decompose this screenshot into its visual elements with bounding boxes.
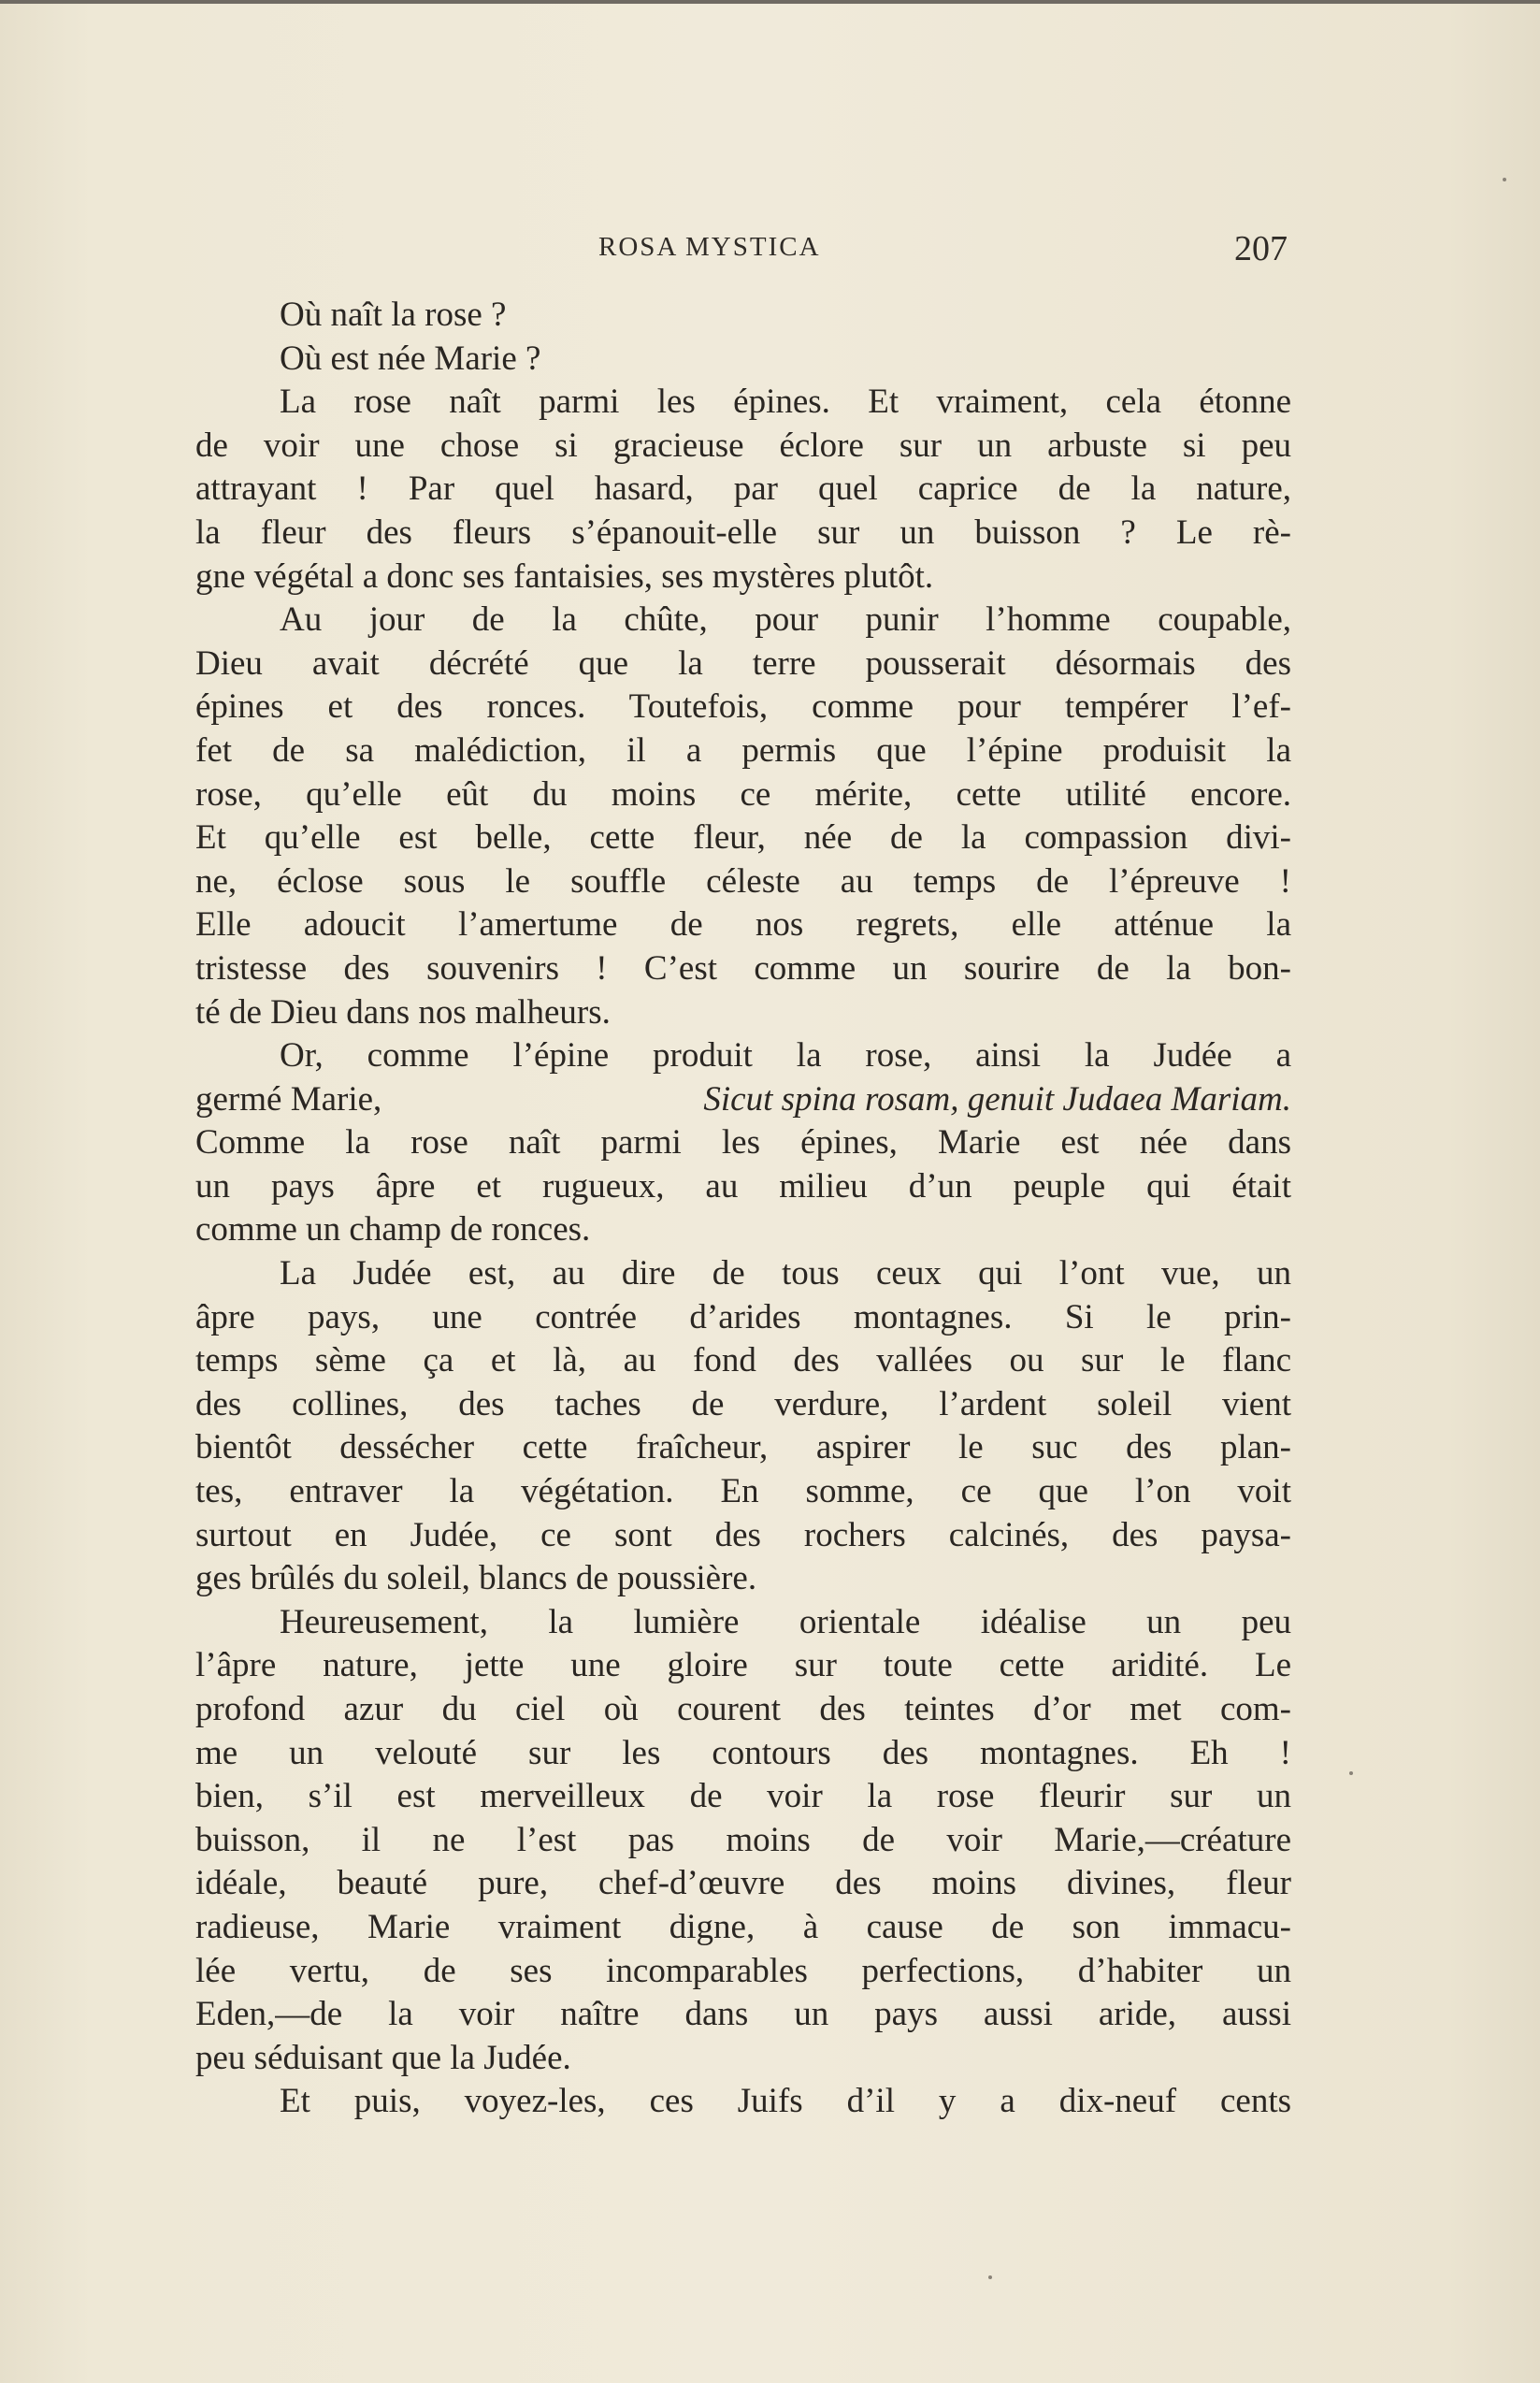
text-line: tristesse des souvenirs ! C’est comme un sourire de la bon- [195, 948, 1291, 988]
text-line: La Judée est, au dire de tous ceux qui l’ont vue, un [280, 1254, 1291, 1293]
text-line: ne, éclose sous le souffle céleste au temps de l’épreuve ! [195, 861, 1291, 901]
text-line: tes, entraver la végétation. En somme, ce que l’on voit [195, 1472, 1291, 1511]
page-number: 207 [1234, 229, 1288, 268]
text-line: me un velouté sur les contours des montagnes. Eh ! [195, 1733, 1291, 1772]
text-fragment: germé Marie, [195, 1079, 382, 1119]
text-line: lée vertu, de ses incomparables perfections, d’habiter un [195, 1951, 1291, 1990]
text-line: Heureusement, la lumière orientale idéalise un peu [280, 1602, 1291, 1641]
text-line: fet de sa malédiction, il a permis que l’épine produisit la [195, 730, 1291, 770]
top-edge-rule [0, 0, 1540, 4]
text-line: profond azur du ciel où courent des teintes d’or met com- [195, 1690, 1291, 1728]
text-line: radieuse, Marie vraiment digne, à cause de son immacu- [195, 1907, 1291, 1946]
latin-quotation: Sicut spina rosam, genuit Judaea Mariam. [703, 1079, 1291, 1119]
text-line: buisson, il ne l’est pas moins de voir Marie,—créature [195, 1820, 1291, 1859]
text-line: Où naît la rose ? [280, 296, 507, 334]
text-line: Or, comme l’épine produit la rose, ainsi la Judée a [280, 1036, 1291, 1076]
text-line: des collines, des taches de verdure, l’ardent soleil vient [195, 1384, 1291, 1423]
text-line: bientôt dessécher cette fraîcheur, aspirer le suc des plan- [195, 1428, 1291, 1467]
text-line: Au jour de la chûte, pour punir l’homme coupable, [280, 600, 1291, 640]
running-head [0, 228, 1540, 266]
running-title: ROSA MYSTICA [598, 232, 821, 262]
body-text [195, 294, 1291, 2124]
text-line: épines et des ronces. Toutefois, comme pour tempérer l’ef- [195, 687, 1291, 727]
text-line: peu séduisant que la Judée. [195, 2038, 571, 2077]
text-line: Et qu’elle est belle, cette fleur, née de la compassion divi- [195, 818, 1291, 858]
paper-speck [1503, 178, 1506, 181]
text-line: Eden,—de la voir naître dans un pays aussi aride, aussi [195, 1995, 1291, 2034]
paper-speck [988, 2275, 992, 2279]
paper-speck [1349, 1771, 1353, 1775]
text-line: un pays âpre et rugueux, au milieu d’un peuple qui était [195, 1166, 1291, 1206]
text-line: rose, qu’elle eût du moins ce mérite, cette utilité encore. [195, 774, 1291, 814]
text-line: La rose naît parmi les épines. Et vraiment, cela étonne [280, 383, 1291, 422]
text-line: de voir une chose si gracieuse éclore sur un arbuste si peu [195, 426, 1291, 465]
text-line: té de Dieu dans nos malheurs. [195, 992, 611, 1032]
text-line: Dieu avait décrété que la terre pousserait désormais des [195, 643, 1291, 683]
text-line: l’âpre nature, jette une gloire sur toute cette aridité. Le [195, 1646, 1291, 1685]
text-line: comme un champ de ronces. [195, 1210, 591, 1249]
text-line: la fleur des fleurs s’épanouit-elle sur un buisson ? Le rè- [195, 513, 1291, 552]
text-line: idéale, beauté pure, chef-d’œuvre des moins divines, fleur [195, 1864, 1291, 1903]
text-line: Elle adoucit l’amertume de nos regrets, elle atténue la [195, 905, 1291, 945]
text-line: surtout en Judée, ce sont des rochers calcinés, des paysa- [195, 1515, 1291, 1554]
text-line: temps sème ça et là, au fond des vallées ou sur le flanc [195, 1341, 1291, 1380]
text-line: Où est née Marie ? [280, 339, 541, 378]
text-line: ges brûlés du soleil, blancs de poussière. [195, 1559, 757, 1598]
text-line: Comme la rose naît parmi les épines, Marie est née dans [195, 1123, 1291, 1163]
text-line: Et puis, voyez-les, ces Juifs d’il y a dix-neuf cents [280, 2082, 1291, 2121]
text-line-with-latin [195, 1078, 1291, 1122]
text-line: âpre pays, une contrée d’arides montagnes. Si le prin- [195, 1297, 1291, 1336]
text-line: bien, s’il est merveilleux de voir la rose fleurir sur un [195, 1777, 1291, 1816]
text-line: gne végétal a donc ses fantaisies, ses mystères plutôt. [195, 556, 934, 596]
text-line: attrayant ! Par quel hasard, par quel caprice de la nature, [195, 469, 1291, 509]
